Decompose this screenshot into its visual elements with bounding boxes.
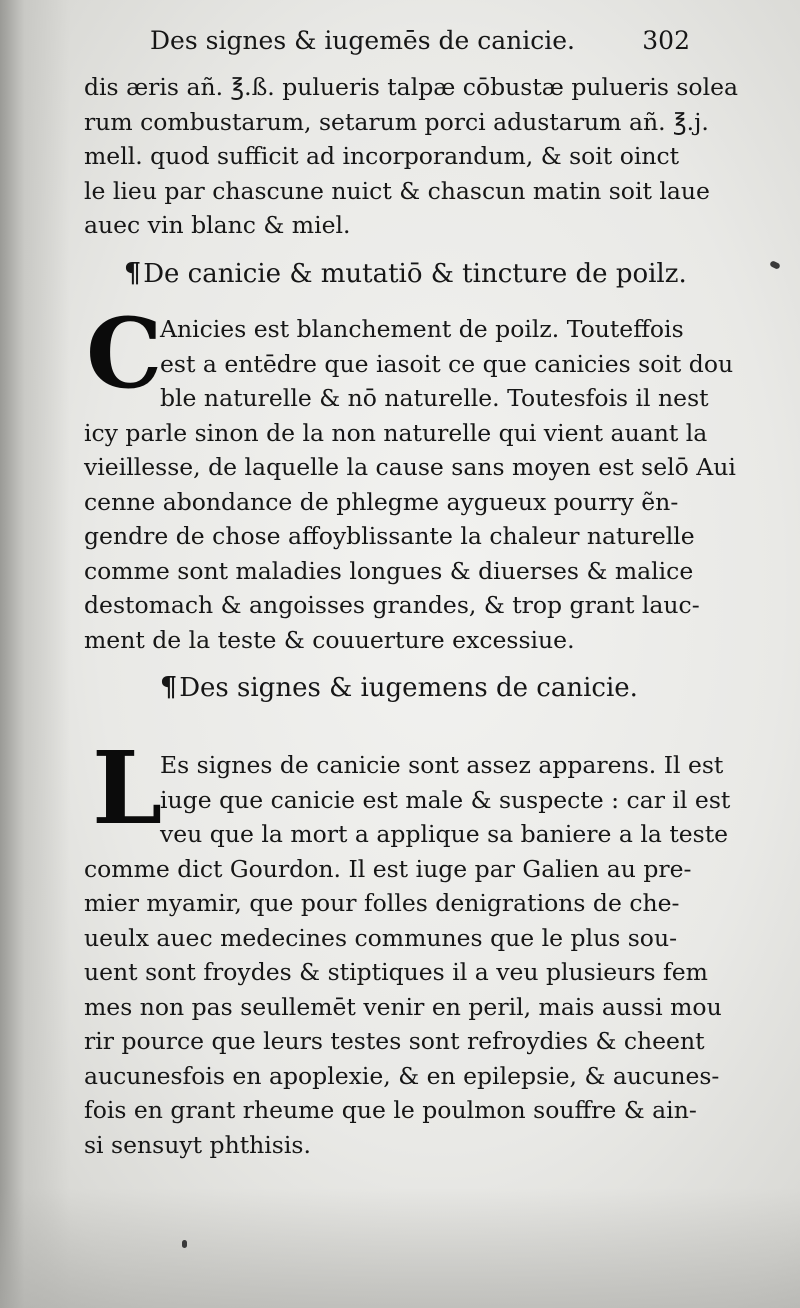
text-line: ble naturelle & nō naturelle. Toutesfois il nest <box>160 384 709 412</box>
text-line: veu que la mort a applique sa baniere a la teste <box>160 820 729 848</box>
page-header <box>150 26 690 64</box>
text-line: uent sont froydes & stiptiques il a veu plusieurs fem <box>84 958 708 986</box>
text-line: ment de la teste & couuerture excessiue. <box>84 625 575 654</box>
text-line: le lieu par chascune nuict & chascun matin soit laue <box>84 176 710 205</box>
text-line: vieillesse, de laquelle la cause sans moyen est selō Aui <box>84 453 736 481</box>
text-line: rir pource que leurs testes sont refroydies & cheent <box>84 1027 705 1055</box>
paragraph-signes <box>84 748 731 1162</box>
page-number: 302 <box>642 26 690 55</box>
text-line: iuge que canicie est male & suspecte : car il est <box>160 785 731 814</box>
text-line: Es signes de canicie sont assez apparens. Il est <box>160 751 724 779</box>
ink-speck <box>769 260 781 270</box>
text-line: icy parle sinon de la non naturelle qui vient auant la <box>84 418 708 447</box>
text-line: fois en grant rheume que le poulmon souffre & ain- <box>84 1096 697 1124</box>
drop-cap-c: C <box>86 297 163 410</box>
text-line: est a entēdre que iasoit ce que canicies soit dou <box>160 349 734 378</box>
text-line: auec vin blanc & miel. <box>84 211 351 239</box>
text-line: gendre de chose affoyblissante la chaleur naturelle <box>84 522 695 550</box>
running-title: Des signes & iugemēs de canicie. <box>150 26 575 55</box>
gutter-shadow <box>0 0 70 1308</box>
continuation-paragraph <box>84 70 739 243</box>
ink-speck <box>182 1240 187 1248</box>
pilcrow-mark: ¶ <box>160 672 178 703</box>
text-line: destomach & angoisses grandes, & trop grant lauc- <box>84 591 700 619</box>
section-heading-canicie <box>124 258 687 289</box>
text-line: si sensuyt phthisis. <box>84 1130 311 1159</box>
paragraph-canicie <box>84 312 736 657</box>
heading-text: Des signes & iugemens de canicie. <box>179 673 638 703</box>
text-line: rum combustarum, setarum porci adustarum añ. ℥.j. <box>84 107 709 136</box>
text-line: Anicies est blanchement de poilz. Touteffois <box>160 315 684 343</box>
section-heading-signes <box>160 672 638 703</box>
text-line: comme sont maladies longues & diuerses & malice <box>84 556 694 585</box>
text-line: mes non pas seullemēt venir en peril, mais aussi mou <box>84 992 722 1021</box>
page-bottom-shadow <box>0 1188 800 1308</box>
text-line: dis æris añ. ℥.ß. pulueris talpæ cōbustæ pulueris solea <box>84 73 739 101</box>
drop-cap-l: L <box>92 729 163 847</box>
text-line: ueulx auec medecines communes que le plus sou- <box>84 923 678 952</box>
pilcrow-mark: ¶ <box>124 258 142 289</box>
text-line: cenne abondance de phlegme aygueux pourry ẽn- <box>84 487 679 516</box>
text-line: aucunesfois en apoplexie, & en epilepsie, & aucunes- <box>84 1061 720 1090</box>
text-line: mell. quod sufficit ad incorporandum, & soit oinct <box>84 142 680 170</box>
heading-text: De canicie & mutatiō & tincture de poilz. <box>143 259 687 289</box>
text-line: comme dict Gourdon. Il est iuge par Galien au pre- <box>84 854 692 883</box>
text-line: mier myamir, que pour folles denigrations de che- <box>84 889 680 917</box>
